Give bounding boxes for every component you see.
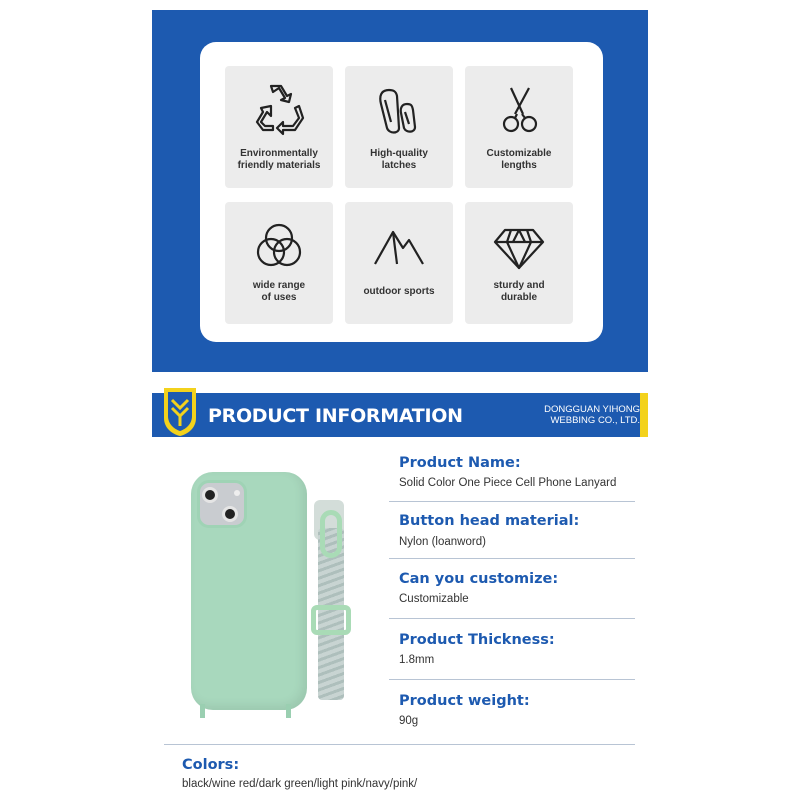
- feature-tile-uses: [225, 202, 333, 324]
- divider: [389, 501, 635, 502]
- product-name-value: Solid Color One Piece Cell Phone Lanyard: [399, 477, 617, 489]
- scissors-icon: [491, 82, 547, 138]
- feature-card: [200, 42, 603, 342]
- divider: [389, 679, 635, 680]
- customize-value: Customizable: [399, 593, 469, 605]
- feature-tile-materials: [225, 66, 333, 188]
- diamond-icon: [491, 218, 547, 274]
- feature-label: Environmentally friendly materials: [237, 148, 321, 171]
- feature-label: sturdy and durable: [493, 280, 545, 303]
- banner-title: PRODUCT INFORMATION: [208, 405, 463, 427]
- feature-tile-outdoor: [345, 202, 453, 324]
- weight-heading: Product weight:: [399, 693, 530, 709]
- banner-top-stripe: [152, 378, 648, 393]
- thickness-value: 1.8mm: [399, 654, 435, 666]
- feature-label: outdoor sports: [363, 286, 435, 297]
- recycle-icon: [251, 82, 307, 138]
- thickness-heading: Product Thickness:: [399, 632, 555, 648]
- feature-tile-durable: [465, 202, 573, 324]
- lanyard-loop-left: [200, 704, 205, 718]
- feature-panel: [152, 10, 648, 372]
- feature-tile-lengths: [465, 66, 573, 188]
- camera-flash: [234, 490, 240, 496]
- product-name-heading: Product Name:: [399, 455, 521, 471]
- colors-value: black/wine red/dark green/light pink/navy/pink/: [182, 778, 418, 790]
- company-name-line2: WEBBING CO., LTD.: [550, 415, 640, 426]
- material-value: Nylon (loanword): [399, 536, 486, 548]
- carabiner-hook: [320, 510, 342, 558]
- weight-value: 90g: [399, 715, 419, 727]
- company-logo-icon: [162, 386, 198, 436]
- material-heading: Button head material:: [399, 513, 580, 529]
- banner-accent: [640, 393, 648, 437]
- camera-lens-bottom: [222, 506, 238, 522]
- feature-label: High-quality latches: [370, 148, 428, 171]
- mountain-icon: [371, 218, 427, 274]
- colors-heading: Colors:: [182, 757, 240, 773]
- camera-lens-top: [202, 487, 218, 503]
- strap-buckle: [311, 605, 351, 635]
- feature-label: wide range of uses: [252, 280, 306, 303]
- divider: [389, 558, 635, 559]
- divider: [164, 744, 635, 745]
- feature-tile-latches: [345, 66, 453, 188]
- company-name-line1: DONGGUAN YIHONG: [544, 404, 640, 415]
- venn-circles-icon: [251, 218, 307, 274]
- customize-heading: Can you customize:: [399, 571, 559, 587]
- carabiner-icon: [371, 82, 427, 138]
- feature-label: Customizable lengths: [486, 148, 552, 171]
- camera-module: [197, 480, 247, 528]
- company-name: [544, 404, 640, 426]
- divider: [389, 618, 635, 619]
- lanyard-loop-right: [286, 704, 291, 718]
